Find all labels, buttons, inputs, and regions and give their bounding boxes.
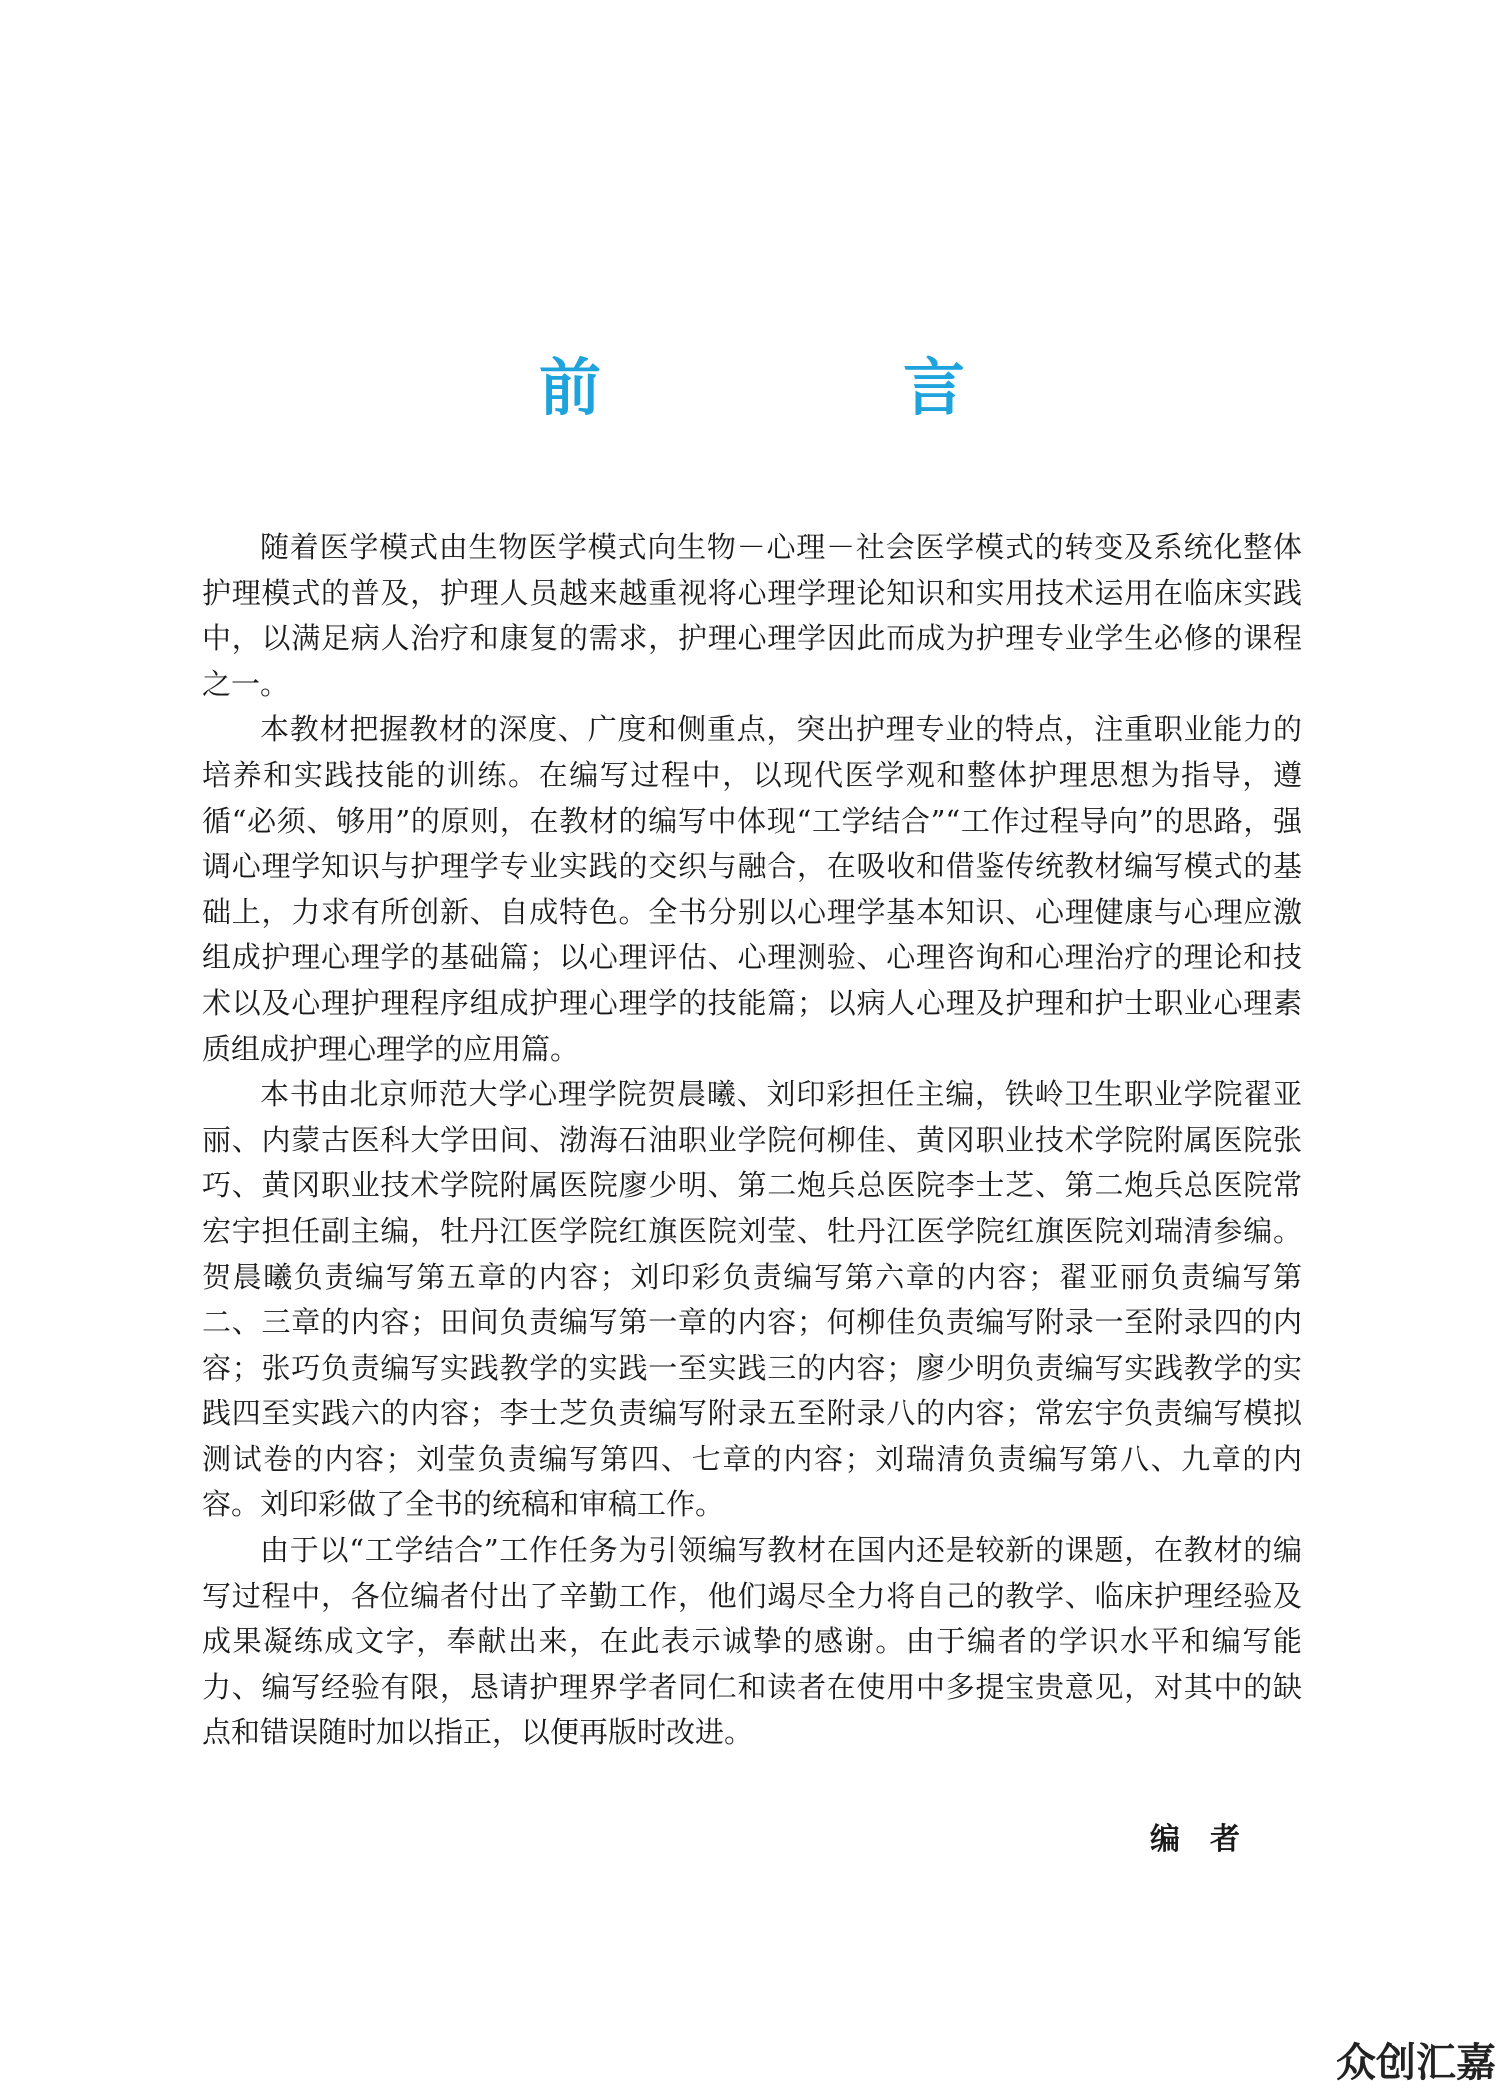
page-title: 前 言 bbox=[538, 351, 1085, 424]
paragraph-1: 随着医学模式由生物医学模式向生物－心理－社会医学模式的转变及系统化整体护理模式的普及，护理人员越来越重视将心理学理论知识和实用技术运用在临床实践中，以满足病人治疗和康复的需求，护理心理学因此而成为护理专业学生必修的课程之一。 bbox=[202, 530, 1302, 701]
watermark-logo: 众创汇嘉 bbox=[1336, 2040, 1496, 2086]
paragraph-3: 本书由北京师范大学心理学院贺晨曦、刘印彩担任主编，铁岭卫生职业学院翟亚丽、内蒙古医科大学田间、渤海石油职业学院何柳佳、黄冈职业技术学院附属医院张巧、黄冈职业技术学院附属医院廖少明、第二炮兵总医院李士芝、第二炮兵总医院常宏宇担任副主编，牡丹江医学院红旗医院刘莹、牡丹江医学院红旗医院刘瑞清参编。贺晨曦负责编写第五章的内容；刘印彩负责编写第六章的内容；翟亚丽负责编写第二、三章的内容；田间负责编写第一章的内容；何柳佳负责编写附录一至附录四的内容；张巧负责编写实践教学的实践一至实践三的内容；廖少明负责编写实践教学的实践四至实践六的内容；李士芝负责编写附录五至附录八的内容；常宏宇负责编写模拟测试卷的内容；刘莹负责编写第四、七章的内容；刘瑞清负责编写第八、九章的内容。刘印彩做了全书的统稿和审稿工作。 bbox=[202, 1077, 1302, 1522]
paragraph-2: 本教材把握教材的深度、广度和侧重点，突出护理专业的特点，注重职业能力的培养和实践技能的训练。在编写过程中，以现代医学观和整体护理思想为指导，遵循“必须、够用”的原则，在教材的编写中体现“工学结合”“工作过程导向”的思路，强调心理学知识与护理学专业实践的交织与融合，在吸收和借鉴传统教材编写模式的基础上，力求有所创新、自成特色。全书分别以心理学基本知识、心理健康与心理应激组成护理心理学的基础篇；以心理评估、心理测验、心理咨询和心理治疗的理论和技术以及心理护理程序组成护理心理学的技能篇；以病人心理及护理和护士职业心理素质组成护理心理学的应用篇。 bbox=[202, 712, 1302, 1066]
paragraph-4: 由于以“工学结合”工作任务为引领编写教材在国内还是较新的课题，在教材的编写过程中，各位编者付出了辛勤工作，他们竭尽全力将自己的教学、临床护理经验及成果凝练成文字，奉献出来，在此表示诚挚的感谢。由于编者的学识水平和编写能力、编写经验有限，恳请护理界学者同仁和读者在使用中多提宝贵意见，对其中的缺点和错误随时加以指正，以便再版时改进。 bbox=[202, 1533, 1302, 1750]
preface-body bbox=[202, 525, 1302, 1756]
author-signature: 编者 bbox=[1150, 1822, 1270, 1857]
